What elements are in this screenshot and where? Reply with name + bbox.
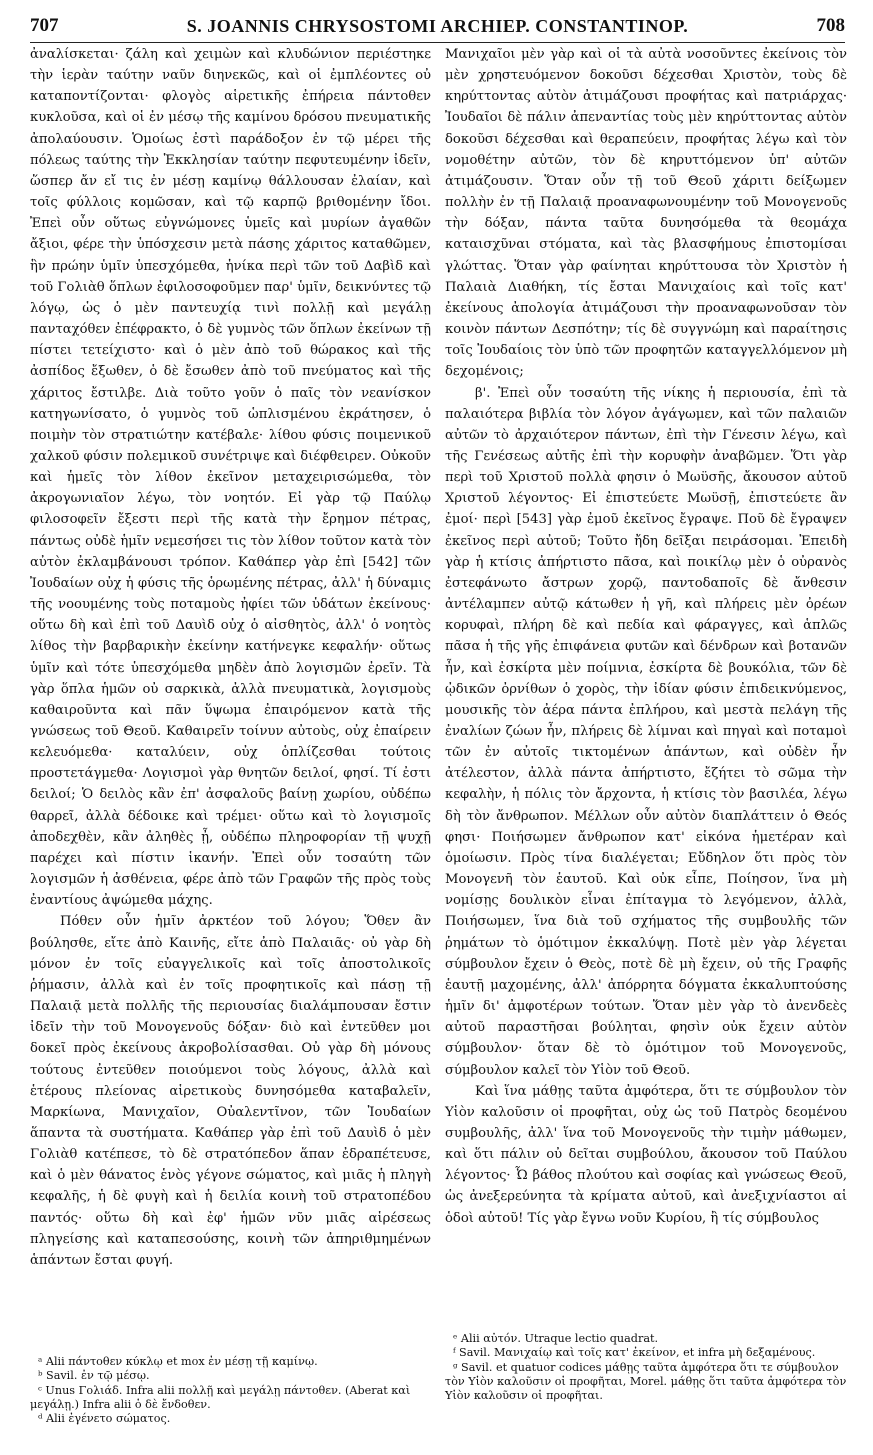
- footnote-e: ᵉ Alii αὐτόν. Utraque lectio quadrat.: [453, 1332, 659, 1345]
- right-paragraph-3: Καὶ ἵνα μάθῃς ταῦτα ἀμφότερα, ὅτι τε σύμβουλον τὸν Υἱὸν καλοῦσιν οἱ προφῆται, οὐχ ὡς τοῦ Πατρὸς δεομένου συμβουλῆς, ἀλλ' ἵνα τοῦ Μονογενοῦς τὴν τιμὴν μάθωμεν, καὶ ὅτι πάλιν οὐ δεῖται συμβούλου, ἄκουσον τοῦ Παύλου λέγοντος· Ὦ βάθος πλούτου καὶ σοφίας καὶ γνώσεως Θεοῦ, ὡς ἀνεξερεύνητα τὰ κρίματα αὐτοῦ, καὶ ἀνεξιχνίαστοι αἱ ὁδοὶ αὐτοῦ! Τίς γὰρ ἔγνω νοῦν Κυρίου, ἢ τίς σύμβουλος: [445, 1083, 847, 1226]
- footnotes-right: [445, 1332, 847, 1403]
- footnote-g: ᵍ Savil. et quatuor codices μάθῃς ταῦτα ἀμφότερα ὅτι τε σύμβουλον τὸν Υἱὸν καλοῦσιν οἱ προφῆται, Morel. μάθῃς ὅτι ταῦτα ἀμφότερα τὸν Υἱὸν καλοῦσιν οἱ προφῆται.: [445, 1360, 847, 1403]
- footnote-f: ᶠ Savil. Μανιχαίῳ καὶ τοῖς κατ' ἐκείνον, et infra μὴ δεξαμένους.: [453, 1346, 816, 1360]
- right-page-number: 708: [816, 15, 845, 36]
- right-paragraph-1: Μανιχαῖοι μὲν γὰρ καὶ οἱ τὰ αὐτὰ νοσοῦντες ἐκείνοις τὸν μὲν χρηστευόμενον δοκοῦσι δέχεσθαι Χριστὸν, τοὺς δὲ κηρύττοντας αὐτὸν ἀτιμάζουσι προφήτας καὶ πατριάρχας· Ἰουδαῖοι δὲ πάλιν ἀπεναντίας τοὺς μὲν κηρύττοντας αὐτὸν δοκοῦσι δέχεσθαι καὶ θεραπεύειν, προφήτας λέγω καὶ τὸν νομοθέτην αὐτῶν, τὸν δὲ κηρυττόμενον ὑπ' αὐτῶν ἀτιμάζουσιν. Ὅταν οὖν τῇ τοῦ Θεοῦ χάριτι δείξωμεν πολλὴν ἐν τῇ Παλαιᾷ προαναφωνουμένην τοῦ Μονογενοῦς τὴν δόξαν, πάντα ταῦτα δυνησόμεθα τὰ θεομάχα καταισχῦναι στόματα, καὶ τὰς βλασφήμους ἐπιστομίσαι γλώττας. Ὅταν γὰρ φαίνηται κηρύττουσα τὸν Χριστὸν ἡ Παλαιὰ Διαθήκη, τίς ἔσται Μανιχαίοις καὶ τοῖς κατ' ἐκείνους ἀπολογία ἀτιμάζουσι τὴν προαναφωνοῦσαν τὸν κοινὸν πάντων Δεσπότην; τίς δὲ συγγνώμη καὶ παραίτησις τοῖς Ἰουδαίοις τὸν ὑπὸ τῶν προφητῶν καταγγελλόμενον μὴ δεχομένοις;: [445, 47, 847, 380]
- left-column: [30, 44, 431, 1271]
- footnotes-left: [30, 1355, 430, 1426]
- running-title: S. JOANNIS CHRYSOSTOMI ARCHIEP. CONSTANTINOP.: [186, 15, 689, 36]
- left-paragraph-2: Πόθεν οὖν ἡμῖν ἀρκτέον τοῦ λόγου; Ὅθεν ἂν βούλησθε, εἴτε ἀπὸ Καινῆς, εἴτε ἀπὸ Παλαιᾶς· οὐ γὰρ δὴ μόνον ἐν τοῖς εὐαγγελικοῖς καὶ τοῖς ἀποστολικοῖς ῥήμασιν, ἀλλὰ καὶ ἐν τοῖς προφητικοῖς καὶ πάσῃ τῇ Παλαιᾷ μετὰ πολλῆς τῆς περιουσίας διαλάμπουσαν ἔστιν ἰδεῖν τὴν τοῦ Μονογενοῦς δόξαν· διὸ καὶ ἐντεῦθεν μοι δοκεῖ πρὸς ἐκείνους ἀκροβολίσασθαι. Οὐ γὰρ δὴ μόνους τούτους ἐντεῦθεν ποιούμενοι τοὺς λόγους, ἀλλὰ καὶ ἑτέρους πλείονας αἱρετικοὺς δυνησόμεθα καταβαλεῖν, Μαρκίωνα, Μανιχαῖον, Οὐαλεντῖνον, τῶν Ἰουδαίων ἅπαντα τὰ συστήματα. Καθάπερ γὰρ ἐπὶ τοῦ Δαυὶδ ὁ μὲν Γολιὰθ κατέπεσε, τὸ δὲ στρατόπεδον ἅπαν ἐδραπέτευσε, καὶ ὁ μὲν θάνατος ἑνὸς γέγονε σώματος, καὶ μιᾶς ἡ πληγὴ κεφαλῆς, ἡ δὲ φυγὴ καὶ ἡ δειλία κοινὴ τοῦ στρατοπέδου παντός· οὕτω δὴ καὶ ἐφ' ἡμῶν νῦν μιᾶς αἱρέσεως πληγείσης καὶ καταπεσούσης, κοινὴ τῶν ἀπηριθμημένων ἁπάντων ἔσται φυγή.: [30, 914, 431, 1268]
- footnote-b: ᵇ Savil. ἐν τῷ μέσῳ.: [38, 1369, 150, 1383]
- footnote-c: ᶜ Unus Γολιάδ. Infra alii πολλῇ καὶ μεγάλῃ πάντοθεν. (Aberat καὶ μεγάλῃ.) Infra alii ὁ δὲ ἔνδοθεν.: [30, 1383, 411, 1411]
- left-paragraph-1: ἀναλίσκεται· ζάλη καὶ χειμὼν καὶ κλυδώνιον περιέστηκε τὴν ἱερὰν ταύτην ναῦν διηνεκῶς, καὶ οἱ ἐμπλέοντες οὐ καταποντίζονται· φλογὸς αἱρετικῆς ἐπήρεια πάντοθεν κυκλοῦσα, καὶ οἱ ἐν μέσῳ τῆς καμίνου δρόσου πνευματικῆς ἀπολαύουσιν. Ὁμοίως ἐστὶ παράδοξον ἐν τῷ μέρει τῆς πόλεως ταύτης τὴν Ἐκκλησίαν ταύτην πεφυτευμένην ἰδεῖν, ὥσπερ ἄν εἴ τις ἐν μέσῃ καμίνῳ θάλλουσαν ἐλαίαν, καὶ τοῖς φύλλοις κομῶσαν, καὶ τῷ καρπῷ βριθομένην ἴδοι. Ἐπεὶ οὖν οὕτως εὐγνώμονες ὑμεῖς καὶ μυρίων ἀγαθῶν ἄξιοι, φέρε τὴν ὑπόσχεσιν μετὰ πάσης χάριτος καταθῶμεν, ἣν πρώην ὑμῖν ὑπεσχόμεθα, ἡνίκα περὶ τῶν τοῦ Δαβὶδ καὶ τοῦ Γολιὰθ ὅπλων ἐφιλοσοφοῦμεν παρ' ὑμῖν, δεικνύντες τῷ λόγῳ, ὡς ὁ μὲν παντευχίᾳ τινὶ πολλῇ καὶ μεγάλῃ πανταχόθεν ἐπέφρακτο, ὁ δὲ γυμνὸς τῶν ὅπλων ἐκείνων τῇ πίστει τετείχιστο· καὶ ὁ μὲν ἀπὸ τοῦ θώρακος καὶ τῆς ἀσπίδος ἔξωθεν, ὁ δὲ ἔσωθεν ἀπὸ τοῦ πνεύματος καὶ τῆς χάριτος ἔστιλβε. Διὰ τοῦτο γοῦν ὁ παῖς τὸν νεανίσκον κατηγωνίσατο, ὁ γυμνὸς τοῦ ὡπλισμένου ἐκράτησεν, ὁ ποιμὴν τὸν στρατιώτην κατέβαλε· λίθου φύσις ποιμενικοῦ χαλκοῦ φύσιν πολεμικοῦ συνέτριψε καὶ διέφθειρεν. Οὐκοῦν καὶ ἡμεῖς τὸν λίθον ἐκεῖνον μεταχειρισώμεθα, τὸν ἀκρογωνιαῖον λέγω, τὸν νοητόν. Εἰ γὰρ τῷ Παύλῳ φιλοσοφεῖν ἔξεστι περὶ τῆς κατὰ τὴν ἔρημον πέτρας, πάντως οὐδὲ ἡμῖν νεμεσήσει τις τὸν λίθον τοῦτον κατὰ τὸν αὐτὸν ἐκλαμβάνουσι τρόπον. Καθάπερ γὰρ ἐπὶ [542] τῶν Ἰουδαίων οὐχ ἡ φύσις τῆς ὁρωμένης πέτρας, ἀλλ' ἡ δύναμις τῆς νοουμένης τοὺς ποταμοὺς ἠφίει τῶν ὑδάτων ἐκείνους· οὕτω δὴ καὶ ἐπὶ τοῦ Δαυὶδ οὐχ ὁ αἰσθητὸς, ἀλλ' ὁ νοητὸς λίθος τὴν βαρβαρικὴν ἐκείνην κατήνεγκε κεφαλήν· οὕτως ὑμῖν καὶ τότε ὑπεσχόμεθα μηδὲν ἀπὸ λογισμῶν ἐρεῖν. Τὰ γὰρ ὅπλα ἡμῶν οὐ σαρκικὰ, ἀλλὰ πνευματικὰ, λογισμοὺς καθαιροῦντα καὶ πᾶν ὕψωμα ἐπαιρόμενον κατὰ τῆς γνώσεως τοῦ Θεοῦ. Καθαιρεῖν τοίνυν αὐτοὺς, οὐχ ἐπαίρειν κελευόμεθα· καταλύειν, οὐχ ὁπλίζεσθαι τούτοις προστετάγμεθα· Λογισμοὶ γὰρ θνητῶν δειλοί, φησί. Τί ἐστι δειλοί; Ὁ δειλὸς κἂν ἐπ' ἀσφαλοῦς βαίνῃ χωρίου, οὐδέπω θαρρεῖ, ἀλλὰ δέδοικε καὶ τρέμει· οὕτω καὶ τὸ λογισμοῖς ἀποδεχθὲν, κἂν ἀληθὲς ᾖ, οὐδέπω πληροφορίαν τῇ ψυχῇ παρέχει καὶ πίστιν ἱκανήν. Ἐπεὶ οὖν τοσαύτη τῶν λογισμῶν ἡ ἀσθένεια, φέρε ἀπὸ τῶν Γραφῶν τῆς πρὸς τοὺς ἐναντίους ἀψώμεθα μάχης.: [30, 47, 431, 909]
- right-column: [445, 44, 847, 1229]
- left-page-number: 707: [30, 15, 59, 36]
- running-head: [30, 10, 845, 43]
- footnote-d: ᵈ Alii ἐγένετο σώματος.: [38, 1412, 171, 1426]
- footnote-a: ᵃ Alii πάντοθεν κύκλῳ et mox ἐν μέσῃ τῇ καμίνῳ.: [38, 1355, 318, 1368]
- right-paragraph-2: β'. Ἐπεὶ οὖν τοσαύτη τῆς νίκης ἡ περιουσία, ἐπὶ τὰ παλαιότερα βιβλία τὸν λόγον ἀγάγωμεν, καὶ τῶν παλαιῶν αὐτῶν τὸ ἀρχαιότερον πάντων, ἐπὶ τὴν Γένεσιν λέγω, καὶ τῆς Γενέσεως αὐτῆς ἐπὶ τὴν κορυφὴν ἀναβῶμεν. Ὅτι γὰρ περὶ τοῦ Χριστοῦ πολλὰ φησιν ὁ Μωϋσῆς, ἄκουσον αὐτοῦ Χριστοῦ λέγοντος· Εἰ ἐπιστεύετε Μωϋσῇ, ἐπιστεύετε ἂν ἐμοί· περὶ [543] γὰρ ἐμοῦ ἐκεῖνος ἔγραψε. Ποῦ δὲ ἔγραψεν ἐκεῖνος περὶ αὐτοῦ; Τοῦτο ἤδη δεῖξαι πειράσομαι. Ἐπειδὴ γὰρ ἡ κτίσις ἀπήρτιστο πᾶσα, καὶ ποικίλῳ μὲν ὁ οὐρανὸς ἐστεφάνωτο ἄστρων χορῷ, παντοδαποῖς δὲ ἄνθεσιν ἀντέλαμπεν αὐτῷ κάτωθεν ἡ γῆ, καὶ πλήρεις μὲν ὀρέων κορυφαὶ, πλήρη δὲ καὶ πεδία καὶ φάραγγες, καὶ ἁπλῶς πᾶσα ἡ τῆς γῆς ἐπιφάνεια φυτῶν καὶ δένδρων καὶ βοτανῶν ἦν, καὶ ἐσκίρτα μὲν ποίμνια, ἐσκίρτα δὲ βουκόλια, τῶν δὲ ᾠδικῶν ὀρνίθων ὁ χορὸς, τὴν ἰδίαν φύσιν ἐπιδεικνύμενος, μουσικῆς τὸν ἀέρα πάντα ἐπλήρου, καὶ μεστὰ πελάγη τῆς ἐναλίων ζώων ἦν, πλήρεις δὲ λίμναι καὶ πηγαὶ καὶ ποταμοὶ τῶν ἐν αὐτοῖς τικτομένων ἁπάντων, καὶ οὐδὲν ἦν ἀτέλεστον, ἀλλὰ πάντα ἀπήρτιστο, ἔζήτει τὸ σῶμα τὴν κεφαλὴν, ἡ πόλις τὸν ἄρχοντα, ἡ κτίσις τὸν βασιλέα, λέγω δὴ τὸν ἄνθρωπον. Μέλλων οὖν αὐτὸν διαπλάττειν ὁ Θεός φησι· Ποιήσωμεν ἄνθρωπον κατ' εἰκόνα ἡμετέραν καὶ ὁμοίωσιν. Πρὸς τίνα διαλέγεται; Εὔδηλον ὅτι πρὸς τὸν Μονογενῆ τὸν ἑαυτοῦ. Καὶ οὐκ εἶπε, Ποίησον, ἵνα μὴ νομίσῃς δουλικὸν εἶναι ἐπίταγμα τὸ λεγόμενον, ἀλλὰ, Ποιήσωμεν, ἵνα διὰ τοῦ σχήματος τῆς συμβουλῆς τῶν ῥημάτων τὸ ὁμότιμον ἐκκαλύψῃ. Ποτὲ μὲν γὰρ λέγεται σύμβουλον ἔχειν ὁ Θεὸς, ποτὲ δὲ μὴ ἔχειν, οὐ τῆς Γραφῆς ἑαυτῇ μαχομένης, ἀλλ' ἀπόρρητα δόγματα ἐκκαλυπτούσης ἡμῖν δι' ἀμφοτέρων τούτων. Ὅταν μὲν γὰρ τὸ ἀνενδεὲς αὐτοῦ παραστῆσαι βούληται, φησὶν οὐκ ἔχειν αὐτὸν σύμβουλον· ὅταν δὲ τὸ ὁμότιμον τοῦ Μονογενοῦς, σύμβουλον καλεῖ τὸν Υἱὸν τοῦ Θεοῦ.: [445, 385, 847, 1078]
